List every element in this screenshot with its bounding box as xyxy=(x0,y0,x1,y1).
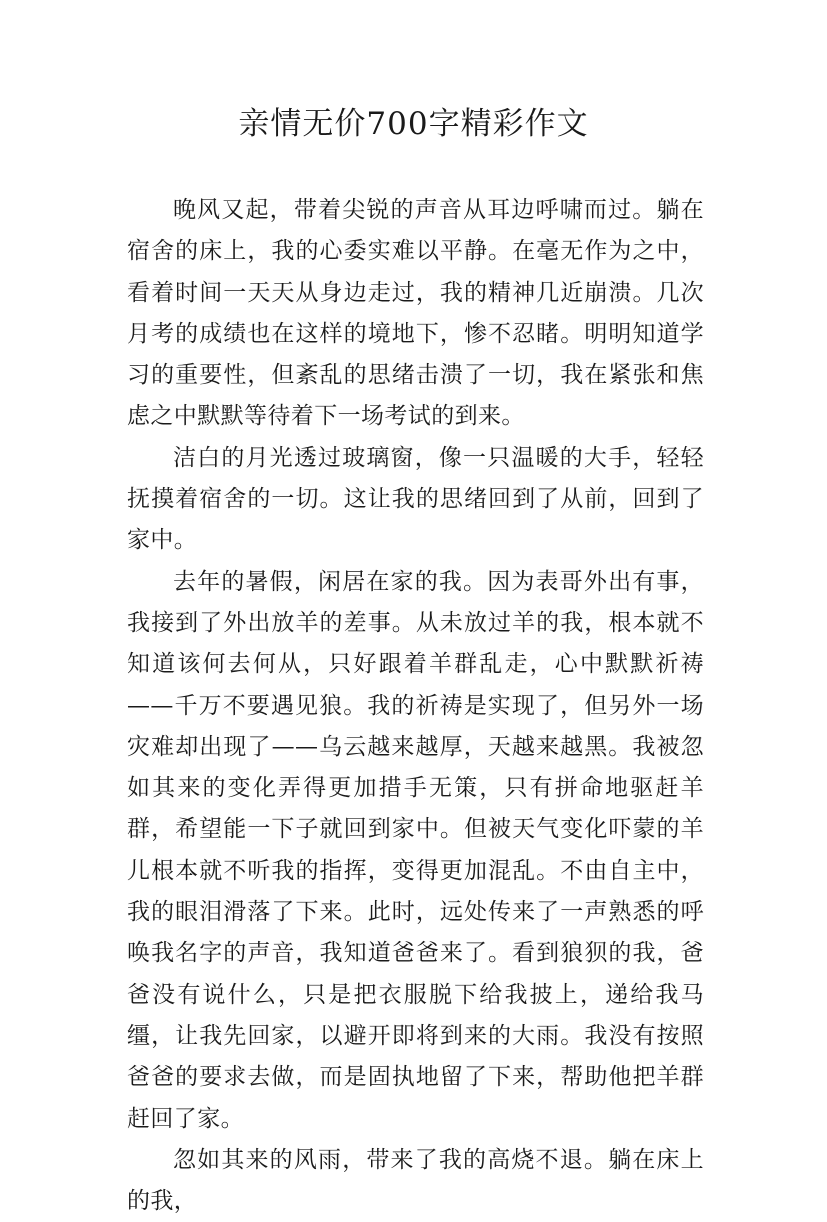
paragraph-4: 忽如其来的风雨，带来了我的高烧不退。躺在床上的我， xyxy=(127,1146,704,1215)
paragraph-3: 去年的暑假，闲居在家的我。因为表哥外出有事，我接到了外出放羊的差事。从未放过羊的我，根本就不知道该何去何从，只好跟着羊群乱走，心中默默祈祷——千万不要遇见狼。我的祈祷是实现了，但另外一场灾难却出现了——乌云越来越厚，天越来越黑。我被忽如其来的变化弄得更加措手无策，只有拼命地驱赶羊群，希望能一下子就回到家中。但被天气变化吓蒙的羊儿根本就不听我的指挥，变得更加混乱。不由自主中，我的眼泪滑落了下来。此时，远处传来了一声熟悉的呼唤我名字的声音，我知道爸爸来了。看到狼狈的我，爸爸没有说什么，只是把衣服脱下给我披上，递给我马缰，让我先回家，以避开即将到来的大雨。我没有按照爸爸的要求去做，而是固执地留了下来，帮助他把羊群赶回了家。 xyxy=(127,568,704,1132)
paragraph-2: 洁白的月光透过玻璃窗，像一只温暖的大手，轻轻抚摸着宿舍的一切。这让我的思绪回到了从前，回到了家中。 xyxy=(127,444,704,554)
document-title: 亲情无价700字精彩作文 xyxy=(238,106,589,142)
paragraph-1: 晚风又起，带着尖锐的声音从耳边呼啸而过。躺在宿舍的床上，我的心委实难以平静。在毫无作为之中，看着时间一天天从身边走过，我的精神几近崩溃。几次月考的成绩也在这样的境地下，惨不忍睹。明明知道学习的重要性，但紊乱的思绪击溃了一切，我在紧张和焦虑之中默默等待着下一场考试的到来。 xyxy=(127,197,704,430)
document-body xyxy=(127,190,704,1222)
